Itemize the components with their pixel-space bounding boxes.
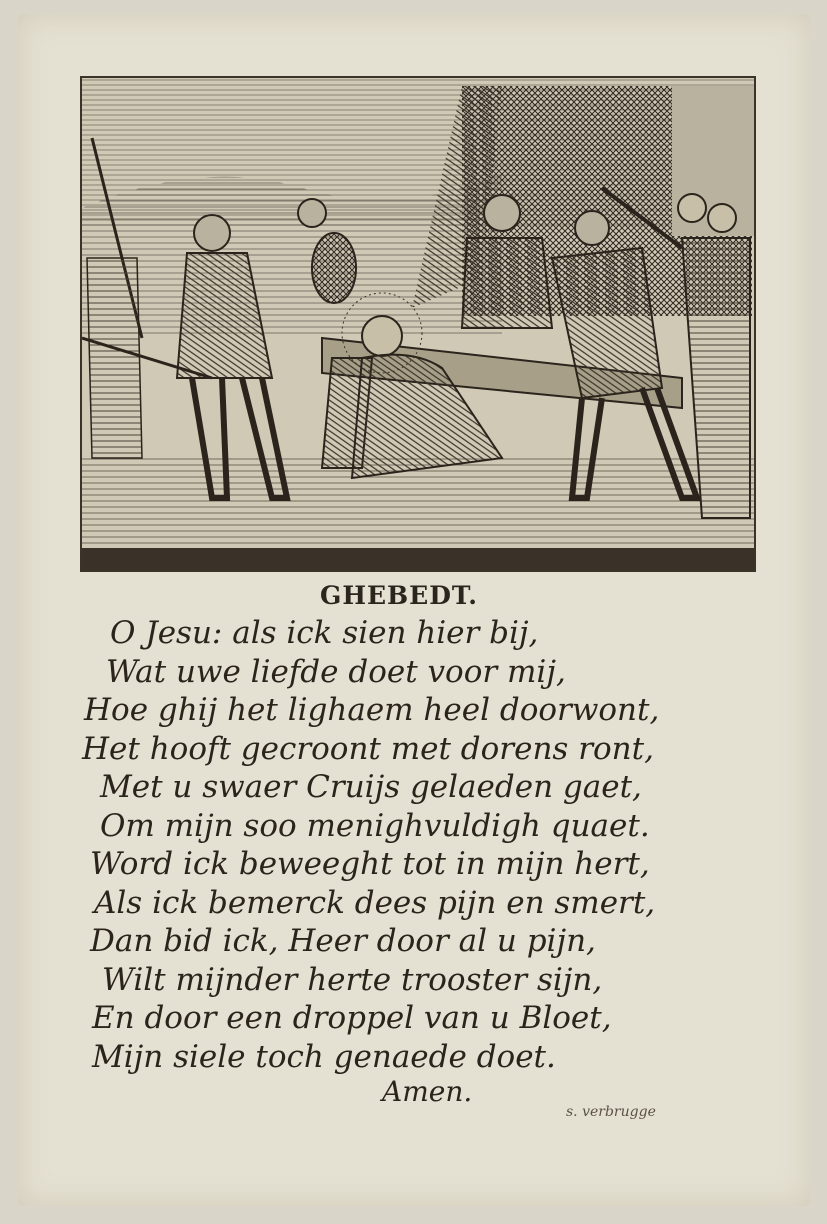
verse-line-2: Wat uwe liefde doet voor mij,	[106, 653, 566, 690]
background-figures-left	[87, 258, 142, 458]
shield	[312, 233, 356, 303]
devotional-print-card	[18, 14, 810, 1206]
ground-shadow	[82, 548, 754, 570]
closing-amen: Amen.	[382, 1075, 473, 1108]
soldier-shield-head	[298, 199, 326, 227]
verse-line-6: Om mijn soo menighvuldigh quaet.	[100, 807, 650, 844]
prayer-title: GHEBEDT.	[320, 581, 478, 610]
verse-line-3: Hoe ghij het lighaem heel doorwont,	[84, 692, 660, 728]
verse-line-5: Met u swaer Cruijs gelaeden gaet,	[100, 769, 642, 805]
christ-head	[362, 316, 402, 356]
engraver-signature: s. verbrugge	[566, 1104, 656, 1120]
verse-line-9: Dan bid ick, Heer door al u pijn,	[90, 923, 596, 959]
engraving-scene	[82, 78, 754, 570]
soldier-right-head	[575, 211, 609, 245]
onlooker-head-1	[678, 194, 706, 222]
verse-line-10: Wilt mijnder herte trooster sijn,	[102, 961, 603, 998]
verse-line-11: En door een droppel van u Bloet,	[92, 1000, 612, 1036]
onlooker-head-2	[708, 204, 736, 232]
verse-line-8: Als ick bemerck dees pijn en smert,	[94, 884, 656, 921]
verse-line-4: Het hooft gecroont met dorens ront,	[82, 730, 654, 767]
soldier-center-body	[462, 238, 552, 328]
soldier-left-head	[194, 215, 230, 251]
soldier-center-head	[484, 195, 520, 231]
prayer-verse	[78, 614, 770, 1076]
verse-line-7: Word ick beweeght tot in mijn hert,	[90, 846, 650, 882]
verse-line-12: Mijn siele toch genaede doet.	[92, 1038, 556, 1075]
engraving-illustration	[80, 76, 756, 572]
verse-line-1: O Jesu: als ick sien hier bij,	[110, 615, 539, 651]
